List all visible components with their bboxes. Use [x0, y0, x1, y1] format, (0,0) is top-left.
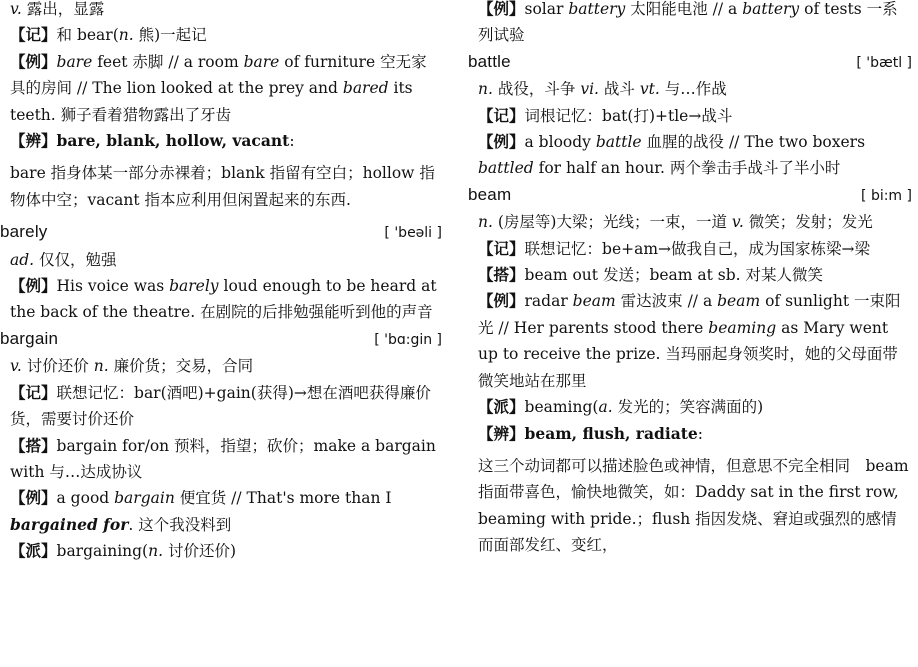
bare-distinction-text: bare 指身体某一部分赤裸着；blank 指留有空白；hollow 指物体中空；vacant 指本应利用但闲置起来的东西.: [10, 164, 435, 209]
entry-head-barely: [0, 219, 442, 246]
entry-head-beam: [468, 182, 912, 209]
beam-memory: 【记】联想记忆：be+am→做我自己，成为国家栋梁→梁: [478, 238, 871, 258]
barely-definition: ad. 仅仅，勉强: [10, 250, 117, 269]
left-column: [0, 0, 442, 565]
battle-definition: n. 战役，斗争 vi. 战斗 vt. 与…作战: [478, 80, 727, 99]
bare-memory: 【记】和 bear(n. 熊)一起记: [10, 25, 207, 45]
headword: beam: [468, 184, 512, 204]
entry-head-bargain: [0, 326, 442, 353]
phonetic: [ 'bætl ]: [856, 54, 912, 71]
beam-example: 【例】radar beam 雷达波束 // a beam of sunlight 一束阳光 // Her parents stood there beaming as Mary went up to receive the prize. 当玛丽起身领奖时，她的父母面带微笑地站在那里: [478, 291, 901, 390]
beam-collocation: 【搭】beam out 发送；beam at sb. 对某人微笑: [478, 265, 824, 285]
bargain-definition: v. 讨价还价 n. 廉价货；交易，合同: [10, 357, 254, 376]
right-column: [468, 0, 912, 559]
bargain-memory: 【记】联想记忆：bar(酒吧)+gain(获得)→想在酒吧获得廉价货，需要讨价还价: [10, 382, 431, 429]
bare-definition: v. 露出，显露: [10, 0, 105, 18]
headword: bargain: [0, 328, 59, 348]
headword: barely: [0, 222, 48, 242]
bargain-derivative: 【派】bargaining(n. 讨价还价): [10, 541, 237, 561]
bare-distinction: 【辨】bare, blank, hollow, vacant:: [10, 131, 295, 151]
battle-memory: 【记】词根记忆：bat(打)+tle→战斗: [478, 105, 733, 125]
bare-example: 【例】bare feet 赤脚 // a room bare of furniture 空无家具的房间 // The lion looked at the prey and bared its teeth. 狮子看着猎物露出了牙齿: [10, 51, 427, 124]
phonetic: [ bi:m ]: [861, 187, 912, 204]
beam-distinction: 【辨】beam, flush, radiate:: [478, 423, 704, 443]
beam-distinction-text: 这三个动词都可以描述脸色或神情，但意思不完全相同 beam 指面带喜色，愉快地微笑，如：Daddy sat in the first row, beaming with pride.；flush 指因发烧、窘迫或强烈的感情而面部发红、变红，: [478, 456, 909, 555]
barely-example: 【例】His voice was barely loud enough to be heard at the back of the theatre. 在剧院的后排勉强能听到他的声音: [10, 276, 437, 322]
beam-definition: n. (房屋等)大梁；光线；一束，一道 v. 微笑；发射；发光: [478, 213, 873, 232]
phonetic: [ 'bɑ:gin ]: [374, 331, 442, 348]
bargain-collocation: 【搭】bargain for/on 预料，指望；砍价；make a bargain with 与…达成协议: [10, 435, 436, 481]
entry-head-battle: [468, 49, 912, 76]
battery-example: 【例】solar battery 太阳能电池 // a battery of tests 一系列试验: [478, 0, 898, 45]
battle-example: 【例】a bloody battle 血腥的战役 // The two boxers battled for half an hour. 两个拳击手战斗了半小时: [478, 132, 866, 178]
phonetic: [ 'beəli ]: [384, 225, 442, 242]
bargain-example: 【例】a good bargain 便宜货 // That's more than I bargained for. 这个我没料到: [10, 488, 392, 534]
headword: battle: [468, 51, 511, 71]
beam-derivative: 【派】beaming(a. 发光的；笑容满面的): [478, 397, 764, 417]
